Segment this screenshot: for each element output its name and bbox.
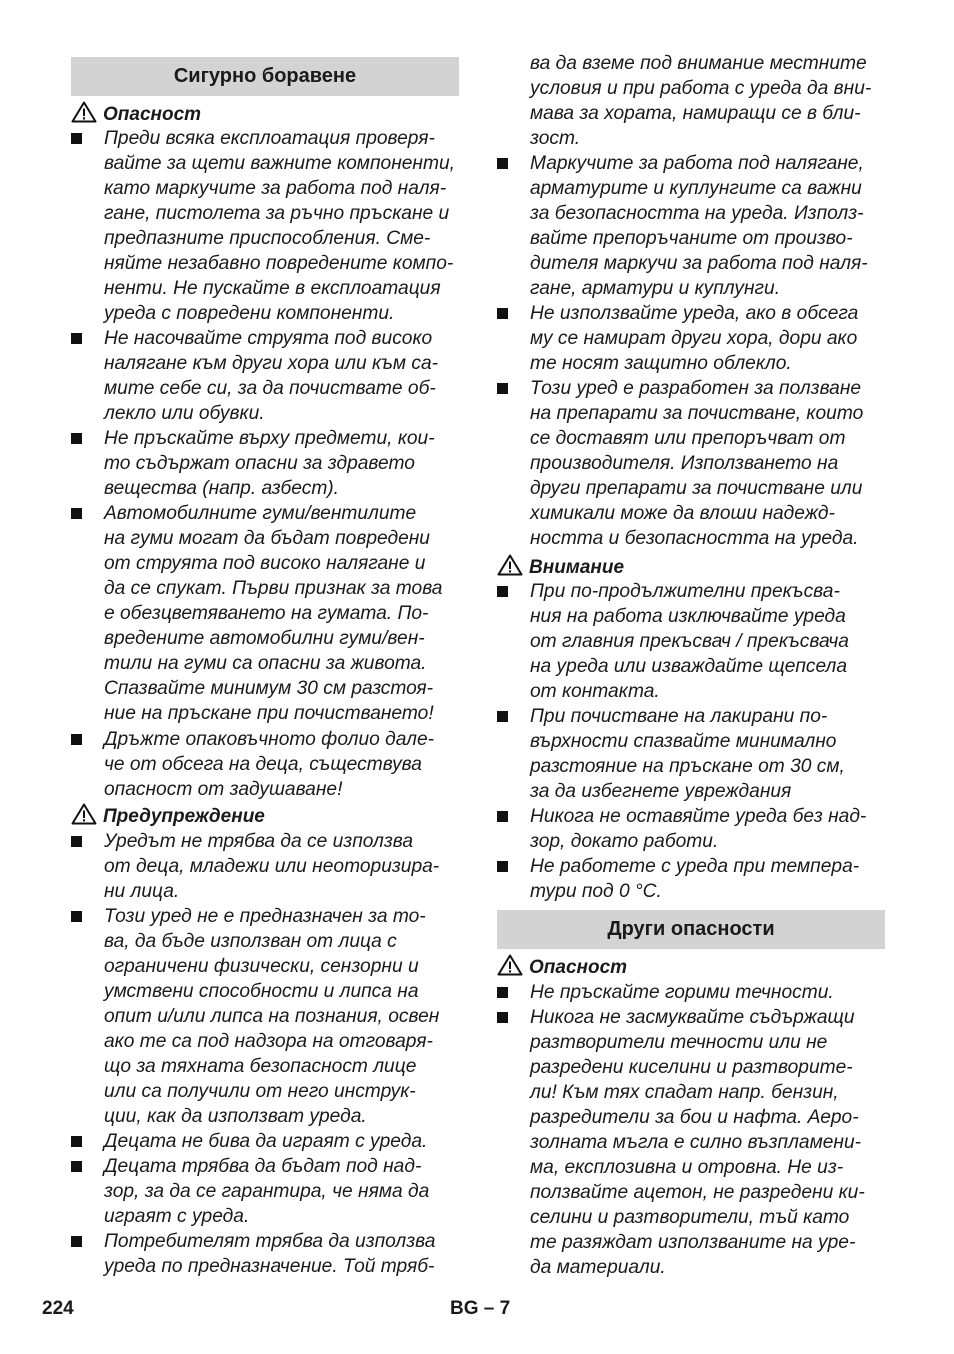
list-item <box>497 579 885 704</box>
bullet-square-icon <box>71 508 82 519</box>
list-item <box>71 326 459 426</box>
list-item-text: Не насочвайте струята под високо налягане към други хора или към са- мите себе си, за да почиствате об- лекло или обувки. <box>104 328 439 424</box>
list-item <box>71 904 459 1129</box>
bullet-square-icon <box>71 1136 82 1147</box>
list-item <box>71 1154 459 1229</box>
list-item-text: При почистване на лакирани по- върхности спазвайте минимално разстояние на пръскане от 30 см, за да избегнете увреждания <box>530 706 845 802</box>
warning-caption <box>71 803 265 828</box>
list-item <box>71 829 459 904</box>
warning-triangle-icon <box>71 803 97 825</box>
list-item <box>497 376 885 551</box>
warning-label: Предупреждение <box>103 806 265 827</box>
list-item-text: Маркучите за работа под налягане, арматурите и куплунгите са важни за безопасността на уреда. Използ- вайте препоръчаните от произво- дителя маркучи за работа под наля- гане, арматури и куплунги. <box>530 153 868 299</box>
list-item <box>71 126 459 326</box>
bullet-square-icon <box>497 383 508 394</box>
list-item-text: Автомобилните гуми/вентилите на гуми могат да бъдат повредени от струята под високо налягане и да се спукат. Първи признак за това е обезцветяването на гумата. По- вредените автомобилни гуми/вен- тили на гуми са опасни за живота. Спазвайте минимум 30 см разстоя- ние на пръскане при почистването! <box>104 503 443 724</box>
bullet-square-icon <box>497 711 508 722</box>
bullet-square-icon <box>71 1161 82 1172</box>
list-item-text: Децата не бива да играят с уреда. <box>104 1131 428 1152</box>
caution-caption <box>497 554 624 579</box>
bullet-square-icon <box>497 308 508 319</box>
warning-triangle-icon <box>497 954 523 976</box>
bullet-square-icon <box>71 734 82 745</box>
danger-label: Опасност <box>103 104 202 125</box>
bullet-square-icon <box>497 1012 508 1023</box>
warning-triangle-icon <box>71 101 97 123</box>
list-item <box>71 727 459 802</box>
list-item <box>497 804 885 854</box>
list-item-text: Дръжте опаковъчното фолио дале- че от обсега на деца, съществува опасност от задушаване! <box>104 729 435 800</box>
bullet-square-icon <box>71 1236 82 1247</box>
list-item <box>497 704 885 804</box>
caution-label: Внимание <box>529 557 625 578</box>
list-item <box>497 151 885 301</box>
list-item <box>497 1005 885 1280</box>
list-item <box>71 501 459 726</box>
bullet-square-icon <box>71 836 82 847</box>
section-heading-safe-handling: Сигурно боравене <box>71 57 459 96</box>
list-item-text: Потребителят трябва да използва уреда по предназначение. Той тряб- <box>104 1231 436 1277</box>
danger-caption <box>497 954 627 979</box>
list-item-text: Преди всяка експлоатация проверя- вайте за щети важните компоненти, като маркучите за работа под наля- гане, пистолета за ръчно пръскане и предпазните приспособления. Сме- няйте незабавно повредените компо- ненти. Не пускайте в експлоатация уреда с повредени компоненти. <box>104 128 455 324</box>
list-item-text: Не работете с уреда при темпера- тури под 0 °C. <box>530 856 860 902</box>
list-item-text: ва да вземе под внимание местните условия и при работа с уреда да вни- мава за хората, намиращи се в бли- зост. <box>530 53 872 149</box>
list-item-text: Не пръскайте върху предмети, кои- то съдържат опасни за здравето вещества (напр. азбест). <box>104 428 435 499</box>
bullet-square-icon <box>71 911 82 922</box>
bullet-square-icon <box>497 158 508 169</box>
list-item-text: Не използвайте уреда, ако в обсега му се намират други хора, дори ако те носят защитно облекло. <box>530 303 859 374</box>
bullet-square-icon <box>71 333 82 344</box>
list-item-text: Никога не оставяйте уреда без над- зор, докато работи. <box>530 806 867 852</box>
list-item <box>71 426 459 501</box>
bullet-square-icon <box>497 861 508 872</box>
warning-triangle-icon <box>497 554 523 576</box>
continued-paragraph <box>497 51 885 151</box>
list-item <box>71 1129 459 1154</box>
list-item-text: При по-продължителни прекъсва- ния на работа изключвайте уреда от главния прекъсвач / прекъсвача на уреда или изваждайте щепсела от контакта. <box>530 581 849 702</box>
list-item-text: Този уред е разработен за ползване на препарати за почистване, които се доставят или препоръчват от производителя. Използването на други препарати за почистване или химикали може да влоши надежд- ността и безопасността на уреда. <box>530 378 864 549</box>
list-item-text: Уредът не трябва да се използва от деца, младежи или неоторизира- ни лица. <box>104 831 440 902</box>
section-page-label: BG – 7 <box>450 1298 511 1319</box>
bullet-square-icon <box>71 133 82 144</box>
section-heading-other-dangers: Други опасности <box>497 910 885 949</box>
list-item <box>497 854 885 904</box>
danger-caption <box>71 101 201 126</box>
list-item-text: Децата трябва да бъдат под над- зор, за да се гарантира, че няма да играят с уреда. <box>104 1156 430 1227</box>
page-number: 224 <box>42 1298 74 1319</box>
list-item-text: Не пръскайте горими течности. <box>530 982 834 1003</box>
list-item-text: Този уред не е предназначен за то- ва, да бъде използван от лица с ограничени физически, сензорни и умствени способности и липса на опит и/или липса на познания, освен ако те са под надзора на отговаря- що за тяхната безопасност лице или са получили от него инструк- ции, как да използват уреда. <box>104 906 440 1127</box>
list-item <box>497 980 885 1005</box>
list-item <box>71 1229 459 1279</box>
list-item-text: Никога не засмуквайте съдържащи разтворители течности или не разредени киселини и разтворите- ли! Към тях спадат напр. бензин, разредители за бои и нафта. Аеро- золната мъгла е силно възпламени- ма, експлозивна и отровна. Не из- ползвайте ацетон, не разредени ки- селини и разтворители, тъй като те разяждат използваните на уре- да материали. <box>530 1007 865 1278</box>
bullet-square-icon <box>497 586 508 597</box>
danger-label: Опасност <box>529 957 628 978</box>
list-item <box>497 301 885 376</box>
bullet-square-icon <box>497 811 508 822</box>
bullet-square-icon <box>497 987 508 998</box>
bullet-square-icon <box>71 433 82 444</box>
